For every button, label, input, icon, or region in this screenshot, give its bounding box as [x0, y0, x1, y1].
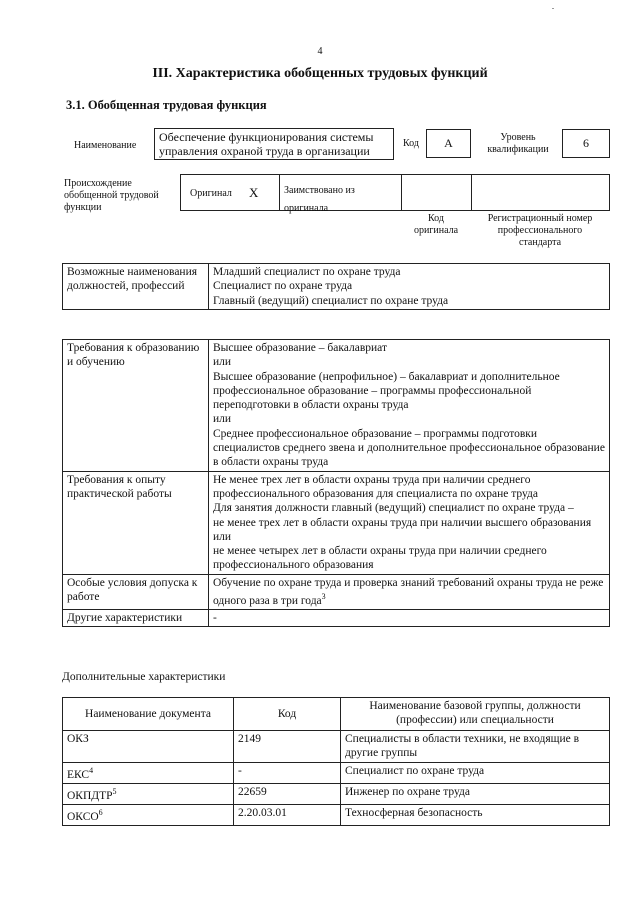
row-name: Специалисты в области техники, не входящие в другие группы: [341, 731, 610, 763]
table-row: [63, 804, 610, 825]
origin-table: [180, 174, 610, 214]
positions-table: [62, 263, 610, 310]
original-mark: X: [249, 185, 259, 200]
doc-name: ОКСО: [67, 810, 99, 823]
subsection-title: 3.1. Обобщенная трудовая функция: [66, 98, 267, 112]
experience-line: или: [213, 530, 232, 543]
code-original-cell: [401, 174, 472, 211]
requirement-row: [63, 574, 610, 609]
code-label: Код: [403, 138, 419, 149]
table-row: [63, 731, 610, 763]
original-label: Оригинал: [190, 188, 232, 199]
doc-footnote: 4: [89, 765, 94, 775]
reg-number-caption: Регистрационный номер профессионального стандарта: [487, 213, 593, 248]
doc-footnote: 5: [112, 786, 117, 796]
positions-label: Возможные наименования должностей, профессий: [63, 264, 209, 310]
level-value: 6: [562, 129, 610, 158]
page-number: 4: [317, 46, 323, 57]
row-doc: [63, 762, 234, 783]
education-value: [209, 340, 610, 472]
additional-title: Дополнительные характеристики: [62, 671, 226, 683]
name-label: Наименование: [74, 140, 137, 151]
requirement-row: [63, 471, 610, 574]
row-name: Инженер по охране труда: [341, 783, 610, 804]
doc-name: ОКЗ: [67, 733, 89, 745]
level-label: Уровень квалификации: [487, 132, 549, 155]
doc-footnote: 6: [98, 807, 103, 817]
position-item: Главный (ведущий) специалист по охране труда: [213, 294, 449, 307]
code-original-caption: Код оригинала: [413, 213, 459, 236]
positions-list: [209, 264, 610, 310]
doc-name: ЕКС: [67, 768, 90, 781]
admission-value: [209, 574, 610, 609]
positions-row: [63, 264, 610, 310]
experience-line: не менее трех лет в области охраны труда при наличии высшего образования: [213, 516, 592, 529]
admission-label: Особые условия допуска к работе: [63, 574, 209, 609]
other-value: -: [209, 610, 610, 627]
requirements-table: [62, 339, 610, 627]
experience-line: не менее четырех лет в области охраны труда при наличии среднего профессионального образования: [213, 545, 547, 572]
other-label: Другие характеристики: [63, 610, 209, 627]
position-item: Специалист по охране труда: [213, 280, 353, 293]
row-doc: [63, 804, 234, 825]
section-title: III. Характеристика обобщенных трудовых функций: [152, 66, 488, 81]
education-line: или: [213, 356, 232, 369]
education-line: Среднее профессиональное образование – программы подготовки специалистов среднего звена и дополнительное профессиональное образование в области охраны труда: [213, 427, 605, 469]
experience-label: Требования к опыту практической работы: [63, 471, 209, 574]
col-doc-header: Наименование документа: [63, 698, 234, 731]
experience-line: Не менее трех лет в области охраны труда при наличии среднего профессионального образования для специалиста по охране труда: [213, 473, 538, 500]
original-cell: [180, 174, 280, 211]
table-row: [63, 762, 610, 783]
origin-label: Происхождение обобщенной трудовой функции: [64, 178, 159, 213]
name-value: Обеспечение функционирования системы управления охраной труда в организации: [154, 128, 394, 160]
borrowed-label: Заимствовано из оригинала: [284, 185, 355, 214]
code-value: A: [426, 129, 471, 158]
admission-line: Обучение по охране труда и проверка знаний требований охраны труда не реже одного раза в три года: [213, 576, 604, 607]
footnote-mark: 3: [321, 592, 326, 602]
requirement-row: [63, 610, 610, 627]
education-line: или: [213, 413, 232, 426]
row-name: Техносферная безопасность: [341, 804, 610, 825]
reg-number-cell: [471, 174, 610, 211]
experience-value: [209, 471, 610, 574]
table-row: [63, 783, 610, 804]
position-item: Младший специалист по охране труда: [213, 266, 401, 278]
additional-header-row: [63, 698, 610, 731]
col-code-header: Код: [234, 698, 341, 731]
row-doc: [63, 731, 234, 763]
row-code: 2149: [234, 731, 341, 763]
row-code: 22659: [234, 783, 341, 804]
row-name: Специалист по охране труда: [341, 762, 610, 783]
education-line: Высшее образование – бакалавриат: [213, 342, 387, 354]
row-code: 2.20.03.01: [234, 804, 341, 825]
requirement-row: [63, 340, 610, 472]
education-line: Высшее образование (непрофильное) – бакалавриат и дополнительное профессиональное образование – программы профессиональной переподготовки в области охраны труда: [213, 370, 560, 412]
scan-mark: [552, 8, 554, 9]
experience-line: Для занятия должности главный (ведущий) специалист по охране труда –: [213, 502, 574, 515]
row-doc: [63, 783, 234, 804]
col-name-header: Наименование базовой группы, должности (профессии) или специальности: [341, 698, 610, 731]
additional-table: [62, 697, 610, 826]
row-code: -: [234, 762, 341, 783]
doc-name: ОКПДТР: [67, 789, 113, 802]
education-label: Требования к образованию и обучению: [63, 340, 209, 472]
borrowed-cell: [279, 174, 402, 214]
